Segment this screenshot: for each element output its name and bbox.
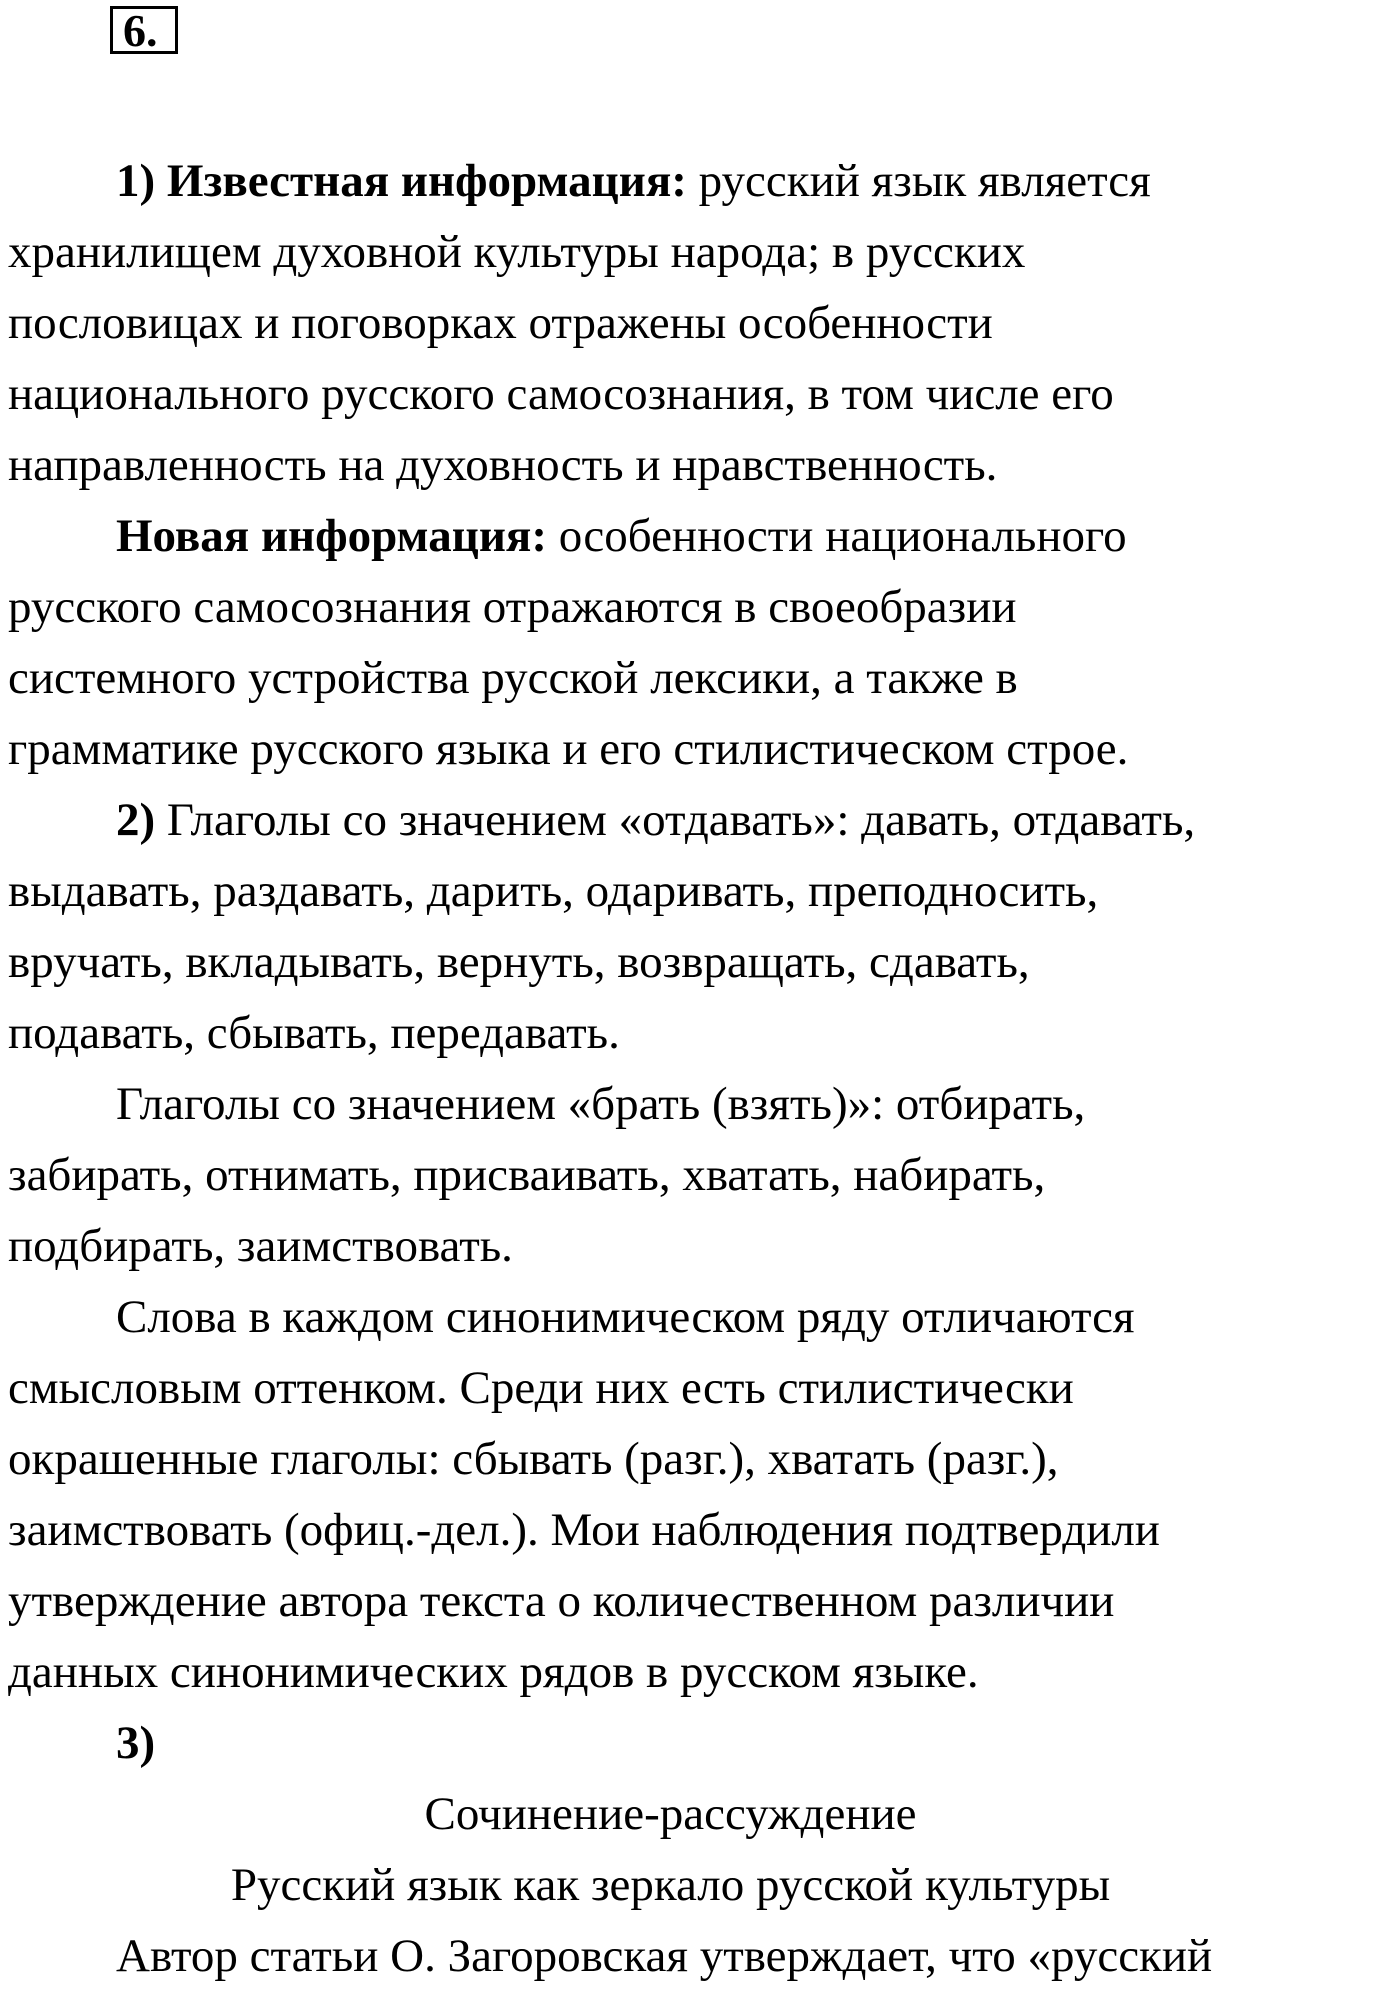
section-heading: Новая информация: [116,510,547,562]
item-number: 3) [116,1717,156,1769]
text-line: системного устройства русской лексики, а также в [8,652,1018,704]
text-line: направленность на духовность и нравственность. [8,439,998,491]
text-line: пословицах и поговорках отражены особенности [8,297,993,349]
text-line: вручать, вкладывать, вернуть, возвращать, сдавать, [8,936,1030,988]
item-number: 2) [116,794,156,846]
task-number-box: 6. [110,6,178,54]
text-line: Новая информация: особенности национального [116,510,1127,562]
essay-title: Русский язык как зеркало русской культуры [230,1859,1111,1911]
text-line: грамматике русского языка и его стилистическом строе. [8,723,1129,775]
text-line: 1) Известная информация: русский язык является [116,155,1151,207]
text-line: национального русского самосознания, в том числе его [8,368,1114,420]
text-line: смысловым оттенком. Среди них есть стилистически [8,1362,1074,1414]
text-line: Глаголы со значением «брать (взять)»: отбирать, [116,1078,1086,1130]
text-line: 2) Глаголы со значением «отдавать»: давать, отдавать, [116,794,1196,846]
text-line: выдавать, раздавать, дарить, одаривать, преподносить, [8,865,1099,917]
text-line: хранилищем духовной культуры народа; в русских [8,226,1026,278]
text-line: утверждение автора текста о количественном различии [8,1575,1115,1627]
text-line: подавать, сбывать, передавать. [8,1007,620,1059]
text-line: забирать, отнимать, присваивать, хватать, набирать, [8,1149,1046,1201]
text-line: Слова в каждом синонимическом ряду отличаются [116,1291,1135,1343]
essay-genre-title: Сочинение-рассуждение [424,1788,917,1840]
text-line: заимствовать (офиц.-дел.). Мои наблюдения подтвердили [8,1504,1160,1556]
text-line: русского самосознания отражаются в своеобразии [8,581,1017,633]
text-line: подбирать, заимствовать. [8,1220,513,1272]
section-heading: 1) Известная информация: [116,155,687,207]
text-line: данных синонимических рядов в русском языке. [8,1646,979,1698]
document-body [8,146,1393,1992]
text-line: Автор статьи О. Загоровская утверждает, что «русский [116,1930,1213,1982]
text-line [8,1708,1393,1779]
text-line: окрашенные глаголы: сбывать (разг.), хватать (разг.), [8,1433,1059,1485]
